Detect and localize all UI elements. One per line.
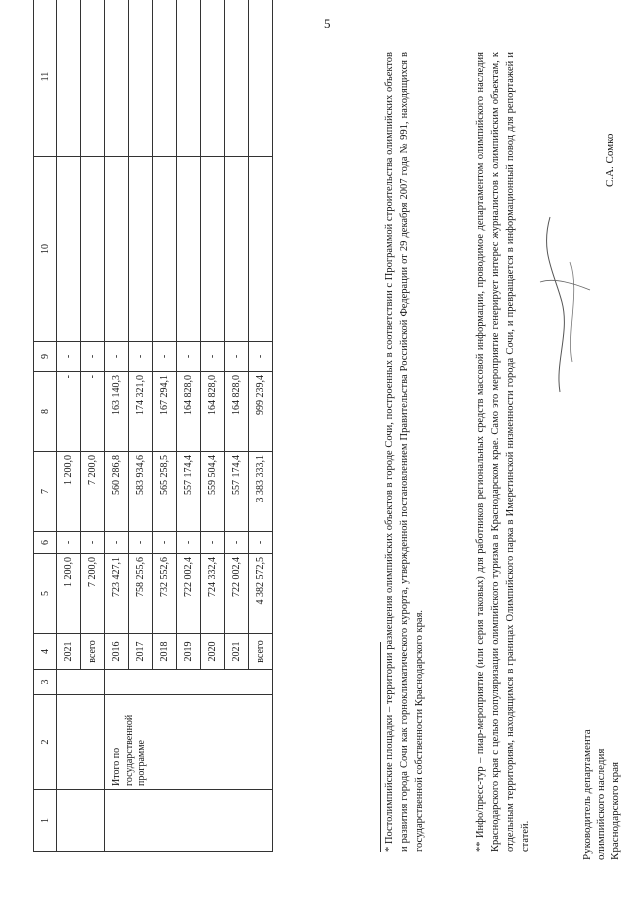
year-cell: 2019 (177, 634, 201, 670)
signatory-line: Руководитель департамента (581, 729, 593, 860)
amount-cell: - (129, 342, 153, 372)
year-cell: 2021 (57, 634, 81, 670)
amount-cell: 1 200,0 (57, 452, 81, 532)
empty-cell (105, 0, 129, 157)
empty-cell (249, 157, 273, 342)
amount-cell: - (81, 372, 105, 452)
empty-cell (81, 0, 105, 157)
amount-cell: 722 002,4 (177, 554, 201, 634)
amount-cell: 723 427,1 (105, 554, 129, 634)
amount-cell: 560 286,8 (105, 452, 129, 532)
footnote-separator (380, 642, 381, 852)
amount-cell: 722 002,4 (225, 554, 249, 634)
amount-cell: 1 200,0 (57, 554, 81, 634)
header-cell: 11 (34, 0, 57, 157)
amount-cell: - (105, 342, 129, 372)
amount-cell: 565 258,5 (153, 452, 177, 532)
empty-cell (153, 0, 177, 157)
amount-cell: - (57, 342, 81, 372)
footnote-post-olympic-sites: * Постолимпийские площадки – территории размещения олимпийских объектов в городе Сочи, построенных в соответствии с Программой строительства олимпийских объектов и развития города Сочи как горноклиматического курорта, утвержденной постановлением Правительства Российской Федерации от 29 декабря 2007 года № 991, находящихся в государственной собственности Краснодарского края. (384, 52, 425, 852)
empty-cell (201, 157, 225, 342)
year-cell: 2021 (225, 634, 249, 670)
amount-cell: - (57, 532, 81, 554)
amount-cell: - (177, 532, 201, 554)
empty-cell (177, 157, 201, 342)
empty-cell (57, 790, 105, 852)
amount-cell: 4 382 572,5 (249, 554, 273, 634)
empty-cell (201, 0, 225, 157)
amount-cell: - (201, 342, 225, 372)
amount-cell: 164 828,0 (201, 372, 225, 452)
amount-cell: 164 828,0 (225, 372, 249, 452)
year-cell: всего (249, 634, 273, 670)
table-row (105, 0, 129, 852)
amount-cell: 557 174,4 (177, 452, 201, 532)
header-cell: 1 (34, 790, 57, 852)
year-cell: 2020 (201, 634, 225, 670)
amount-cell: - (57, 372, 81, 452)
table-row (57, 0, 81, 852)
footnote-press-tour: ** Инфо/пресс-тур – пиар-мероприятие (или серия таковых) для работников региональных средств массовой информации, проводимое департаментом олимпийского наследия Краснодарского края с целью популяризации олимпийского туризма в Краснодарском крае. Само это мероприятие генерирует интерес журналистов к олимпийским объектам, к отдельным территориям, находящимся в границах Олимпийского парка в Имеретинской низменности города Сочи, и превращается в информационный повод для репортажей и статей. (475, 52, 531, 852)
amount-cell: 167 294,1 (153, 372, 177, 452)
header-cell: 4 (34, 634, 57, 670)
page-number: 5 (324, 16, 331, 31)
empty-cell (57, 157, 81, 342)
amount-cell: - (81, 532, 105, 554)
header-cell: 6 (34, 532, 57, 554)
header-cell: 3 (34, 670, 57, 695)
empty-cell (249, 0, 273, 157)
header-cell: 10 (34, 157, 57, 342)
signatory-name: С.А. Сомко (604, 133, 616, 187)
empty-cell (129, 157, 153, 342)
amount-cell: 3 383 333,1 (249, 452, 273, 532)
header-cell: 2 (34, 695, 57, 790)
empty-cell (225, 0, 249, 157)
empty-cell (81, 157, 105, 342)
empty-cell (57, 695, 105, 790)
amount-cell: 557 174,4 (225, 452, 249, 532)
amount-cell: 7 200,0 (81, 554, 105, 634)
empty-cell (105, 790, 273, 852)
amount-cell: 732 552,6 (153, 554, 177, 634)
amount-cell: - (177, 342, 201, 372)
year-cell: 2016 (105, 634, 129, 670)
empty-cell (225, 157, 249, 342)
signatory-line: Краснодарского края (609, 761, 621, 860)
amount-cell: - (249, 342, 273, 372)
amount-cell: 583 934,6 (129, 452, 153, 532)
amount-cell: 758 255,6 (129, 554, 153, 634)
amount-cell: 163 140,3 (105, 372, 129, 452)
amount-cell: - (225, 532, 249, 554)
amount-cell: - (225, 342, 249, 372)
empty-cell (177, 0, 201, 157)
header-cell: 5 (34, 554, 57, 634)
empty-cell (57, 670, 105, 695)
amount-cell: 164 828,0 (177, 372, 201, 452)
header-row (34, 0, 57, 852)
year-cell: 2017 (129, 634, 153, 670)
amount-cell: - (105, 532, 129, 554)
empty-cell (57, 0, 81, 157)
empty-cell (153, 157, 177, 342)
empty-cell (105, 670, 273, 695)
program-funding-table (33, 0, 273, 852)
empty-cell (105, 157, 129, 342)
year-cell: всего (81, 634, 105, 670)
amount-cell: - (153, 342, 177, 372)
total-label-cell: Итого по государственной программе (105, 695, 273, 790)
handwritten-signature (500, 202, 610, 402)
amount-cell: - (249, 532, 273, 554)
header-cell: 9 (34, 342, 57, 372)
amount-cell: 999 239,4 (249, 372, 273, 452)
amount-cell: 174 321,0 (129, 372, 153, 452)
empty-cell (129, 0, 153, 157)
amount-cell: - (81, 342, 105, 372)
amount-cell: 559 504,4 (201, 452, 225, 532)
signatory-line: олимпийского наследия (595, 748, 607, 860)
year-cell: 2018 (153, 634, 177, 670)
amount-cell: - (129, 532, 153, 554)
amount-cell: - (201, 532, 225, 554)
amount-cell: - (153, 532, 177, 554)
amount-cell: 7 200,0 (81, 452, 105, 532)
header-cell: 8 (34, 372, 57, 452)
amount-cell: 724 332,4 (201, 554, 225, 634)
signatory-title (580, 729, 622, 860)
rotated-page-content (30, 32, 620, 872)
header-cell: 7 (34, 452, 57, 532)
